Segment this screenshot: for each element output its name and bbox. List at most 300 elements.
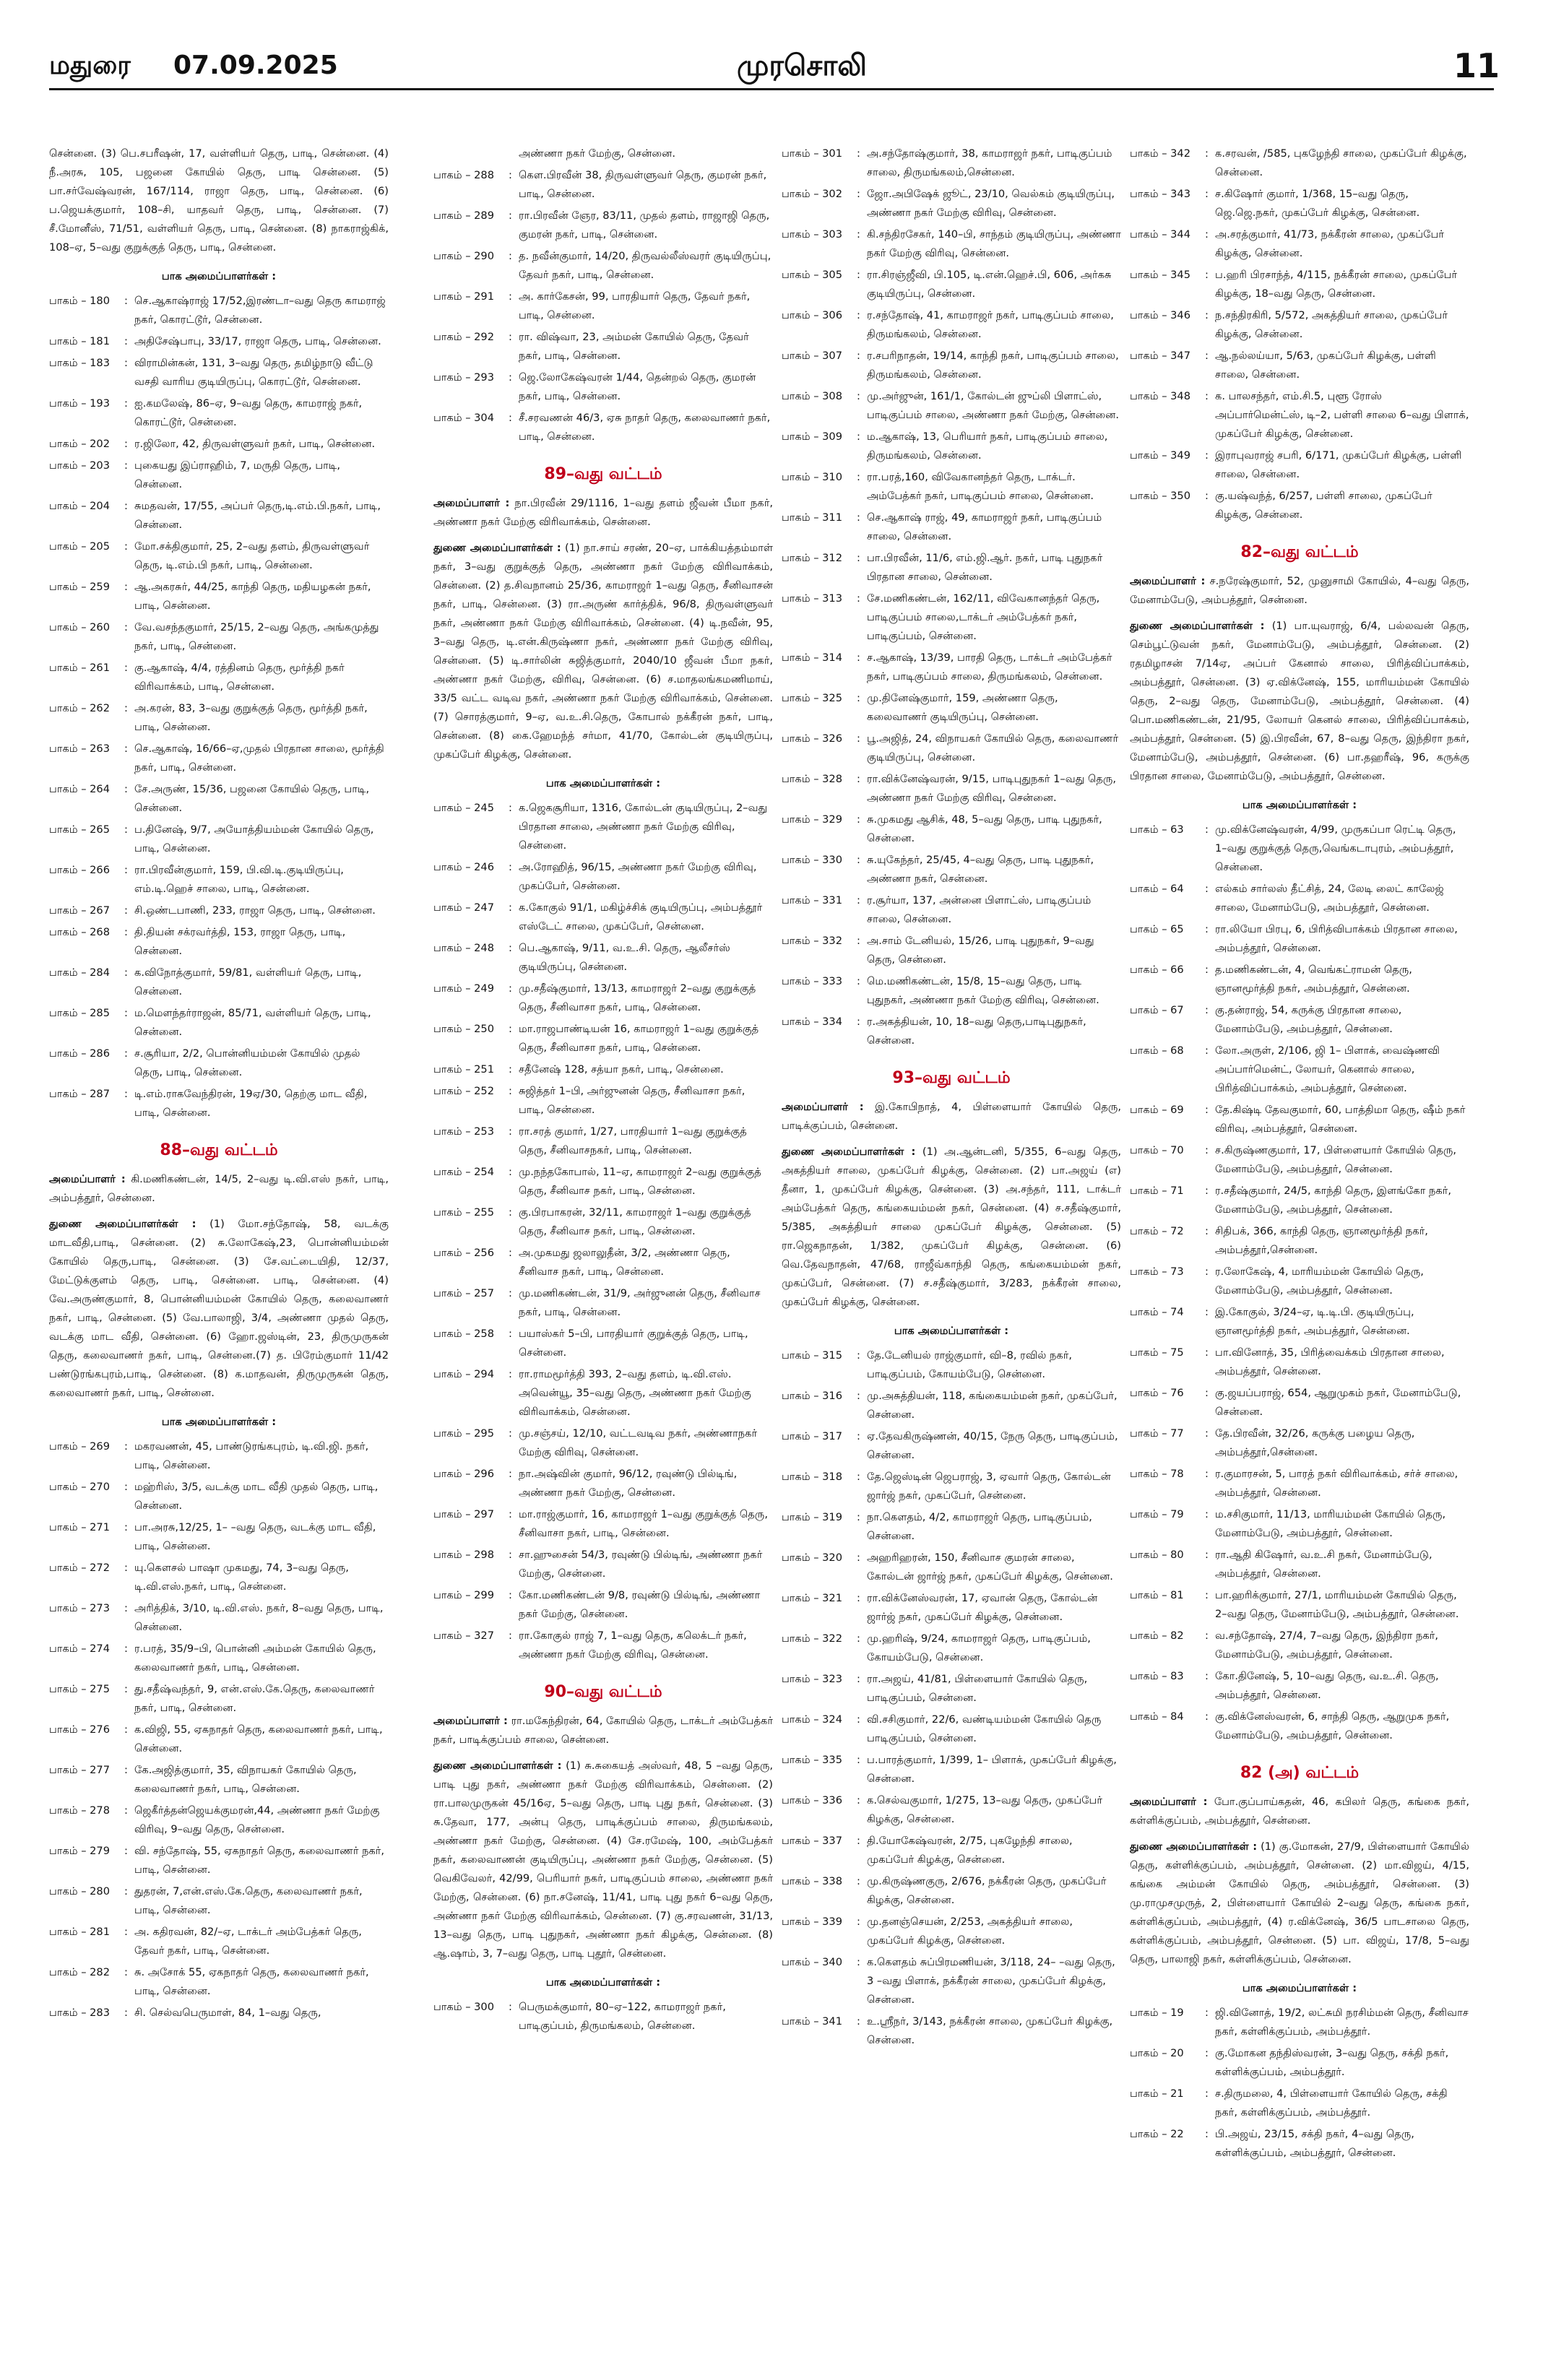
separator: : (1205, 1104, 1209, 1116)
list-item (49, 1599, 389, 1637)
part-label: பாகம் – 77 (1130, 1427, 1184, 1440)
entry-list (49, 1437, 389, 2022)
part-label: பாகம் – 346 (1130, 309, 1190, 321)
separator: : (857, 1713, 860, 1726)
entry-text: சீ.சரவணன் 46/3, ஏசு நாதர் தெரு, கலைவாணர் நகர், பாடி, சென்னை. (519, 412, 771, 443)
list-item (433, 1284, 773, 1322)
separator: : (1205, 1589, 1209, 1601)
entry-text: சே.மணிகண்டன், 162/11, விவேகானந்தர் தெரு, பாடிகுப்பம் சாலை,டாக்டர் அம்பேத்கர் நகர், பாடிகுப்பம், சென்னை. (867, 592, 1100, 642)
deputy-label: துணை அமைப்பாளர்கள் : (1130, 1840, 1258, 1853)
separator: : (124, 1683, 128, 1695)
organizer-label: அமைப்பாளர் : (1130, 575, 1206, 587)
list-item (1130, 2004, 1469, 2041)
part-label: பாகம் – 349 (1130, 449, 1190, 462)
separator: : (124, 1007, 128, 1019)
entry-text: தி.யோகேஷ்வரன், 2/75, புகழேந்தி சாலை, முகப்பேர் கிழக்கு, சென்னை. (867, 1835, 1073, 1866)
part-label: பாகம் – 322 (782, 1632, 842, 1645)
separator: : (1205, 309, 1209, 321)
section-subheading: பாக அமைப்பாளர்கள் : (894, 1325, 1009, 1337)
list-item (433, 979, 773, 1017)
part-label: பாகம் – 272 (49, 1562, 110, 1574)
separator: : (1205, 1225, 1209, 1237)
entry-text: மு.மணிகண்டன், 31/9, அர்ஜுனன் தெரு, சீனிவாச நகர், பாடி, சென்னை. (519, 1287, 761, 1318)
separator: : (1205, 1306, 1209, 1318)
entry-text: ரா.சிரஞ்ஜீவி, பி.105, டி.என்.ஹெச்.பி, 606, அர்கசு குடியிருப்பு, சென்னை. (867, 269, 1112, 300)
list-item (433, 1020, 773, 1057)
part-label: பாகம் – 81 (1130, 1589, 1184, 1601)
separator: : (857, 975, 860, 987)
part-label: பாகம் – 251 (433, 1063, 494, 1076)
separator: : (124, 1885, 128, 1897)
separator: : (857, 854, 860, 866)
list-item (49, 1721, 389, 1758)
list-item (782, 1427, 1121, 1465)
part-label: பாகம் – 333 (782, 975, 842, 987)
part-label: பாகம் – 245 (433, 802, 494, 814)
part-label: பாகம் – 83 (1130, 1670, 1184, 1682)
list-item (1130, 306, 1469, 344)
separator: : (509, 982, 512, 995)
entry-text: ஐ.கமலேஷ், 86–ஏ, 9–வது தெரு, காமராஜ் நகர், கொரட்டூர், சென்னை. (134, 397, 363, 428)
part-label: பாகம் – 281 (49, 1926, 110, 1938)
separator: : (509, 1287, 512, 1299)
list-item (49, 292, 389, 329)
part-label: பாகம் – 310 (782, 471, 842, 483)
separator: : (124, 397, 128, 410)
list-item (1130, 880, 1469, 917)
list-item (49, 1842, 389, 1879)
list-item (782, 589, 1121, 646)
separator: : (857, 1875, 860, 1887)
list-item (49, 1923, 389, 1960)
list-item (49, 1559, 389, 1596)
entry-text: விராமின்கன், 131, 3–வது தெரு, தமிழ்நாடு வீட்டு வசதி வாரிய குடியிருப்பு, கொரட்டூர், சென்னை. (134, 357, 373, 388)
part-label: பாகம் – 307 (782, 350, 842, 362)
separator: : (1205, 923, 1209, 935)
list-item (433, 1244, 773, 1281)
entry-text: கே.அஜித்குமார், 35, விநாயகர் கோயில் தெரு, கலைவாணர் நகர், பாடி, சென்னை. (134, 1764, 357, 1795)
separator: : (509, 1328, 512, 1340)
entry-text: ர.லோகேஷ், 4, மாரியம்மன் கோயில் தெரு, மேனாம்பேடு, அம்பத்தூர், சென்னை. (1215, 1265, 1424, 1297)
entry-text: க.சரவன், /585, புகழேந்தி சாலை, முகப்பேர் கிழக்கு, சென்னை. (1215, 147, 1467, 178)
entry-text: ம.சசிகுமார், 11/13, மாரியம்மன் கோயில் தெரு, மேனாம்பேடு, அம்பத்தூர், சென்னை. (1215, 1508, 1446, 1539)
separator: : (857, 147, 860, 160)
organizer-paragraph (433, 494, 773, 532)
list-item (1130, 920, 1469, 958)
part-label: பாகம் – 256 (433, 1247, 494, 1259)
separator: : (124, 662, 128, 674)
entry-text: கோ.தினேஷ், 5, 10–வது தெரு, வ.உ.சி. தெரு, அம்பத்தூர், சென்னை. (1215, 1670, 1439, 1701)
part-label: பாகம் – 65 (1130, 923, 1184, 935)
separator: : (124, 1804, 128, 1817)
entry-text: பி.அஜய், 23/15, சக்தி நகர், 4–வது தெரு, கள்ளிக்குப்பம், அம்பத்தூர், சென்னை. (1215, 2128, 1414, 2159)
separator: : (857, 1835, 860, 1847)
entry-text: பூ.அஜித், 24, விநாயகர் கோயில் தெரு, கலைவாணர் குடியிருப்பு, சென்னை. (867, 732, 1119, 763)
entry-text: உ.ஸ்ரீநர், 3/143, நக்கீரன் சாலை, முகப்பேர் கிழக்கு, சென்னை. (867, 2015, 1113, 2046)
entry-text: ஆ.அகரசுர், 44/25, காந்தி தெரு, மதியழகன் நகர், பாடி, சென்னை. (134, 581, 371, 612)
list-item (49, 456, 389, 494)
part-label: பாகம் – 246 (433, 861, 494, 873)
part-label: பாகம் – 328 (782, 773, 842, 785)
list-item (1130, 487, 1469, 524)
separator (509, 144, 519, 163)
list-item (433, 328, 773, 365)
part-label: பாகம் – 291 (433, 290, 494, 303)
deputy-paragraph (1130, 1838, 1469, 1969)
part-label: பாகம் – 285 (49, 1007, 110, 1019)
page-header (0, 0, 1543, 85)
separator: : (857, 471, 860, 483)
part-label: பாகம் – 319 (782, 1511, 842, 1523)
part-label: பாகம் – 282 (49, 1966, 110, 1978)
deputy-text: (1) நா.சாய் சரண், 20–ஏ, பாக்கியத்தம்மாள் நகர், 3–வது குறுக்குத் தெரு, அண்ணா நகர் மேற்கு விரிவாக்கம், சென்னை. (2) த.சிவநானம் 25/36, காமராஜர் 1–வது தெரு, சீனிவாசன் நகர், பாடி, சென்னை. (3) ரா.அருண் கார்த்திக், 96/8, திருவள்ளுவர் நகர், அண்ணா நகர் மேற்கு விரிவாக்கம், சென்னை. (4) டி.நவீன், 95, 3–வது தெரு, டி.என்.கிருஷ்ணா நகர், அண்ணா நகர் மேற்கு விரிவு, சென்னை. (5) டி.சார்லின் சுஜித்குமார், 2040/10 ஜீவன் பீமா நகர், அண்ணா நகர் மேற்கு, விரிவு, சென்னை. (6) ச.மாதலங்கமணிமாய், 33/5 வட்ட வடிவ நகர், அண்ணா நகர் மேற்கு விரிவாக்கம், சென்னை. (7) சொரத்குமார், 9–ஏ, வ.உ.சி.தெரு, கோபால் நக்கீரன் நகர், பாடி, சென்னை. (8) கை.ஹேமந்த் சர்மா, 41/70, கோல்டன் குடியிருப்பு, முகப்பேர் கிழக்கு, சென்னை. (433, 542, 773, 761)
separator: : (509, 1630, 512, 1642)
part-label: பாகம் – 268 (49, 926, 110, 938)
list-item (782, 810, 1121, 848)
organizer-paragraph (433, 1712, 773, 1749)
list-item (49, 861, 389, 899)
part-label: பாகம் – 84 (1130, 1710, 1184, 1723)
list-item (49, 354, 389, 391)
entry-text: கௌ.பிரவீன் 38, திருவள்ளுவர் தெரு, குமரன் நகர், பாடி, சென்னை. (519, 169, 767, 200)
list-item (433, 1586, 773, 1624)
separator: : (124, 1047, 128, 1060)
section-subheading: பாக அமைப்பாளர்கள் : (1242, 1982, 1357, 1994)
separator: : (1205, 2087, 1209, 2100)
part-label: பாகம் – 318 (782, 1471, 842, 1483)
deputy-label: துணை அமைப்பாளர்கள் : (1130, 620, 1265, 632)
separator: : (509, 1166, 512, 1178)
separator: : (124, 864, 128, 876)
entry-text: நா.அஷ்வின் குமார், 96/12, ரவுண்டு பில்டிங், அண்ணா நகர் மேற்கு, சென்னை. (519, 1468, 738, 1499)
list-item (1130, 821, 1469, 877)
list-item (782, 932, 1121, 969)
separator: : (1205, 1710, 1209, 1723)
part-label: பாகம் – 327 (433, 1630, 494, 1642)
list-item (782, 428, 1121, 465)
separator: : (857, 1349, 860, 1362)
entry-text: மோ.சக்திகுமார், 25, 2–வது தளம், திருவள்ளுவர் தெரு, டி.எம்.பி நகர், பாடி, சென்னை. (134, 540, 370, 571)
organizer-text: ச.நரேஷ்குமார், 52, முனுசாமி கோயில், 4–வது தெரு, மேனாம்பேடு, அம்பத்தூர், சென்னை. (1130, 575, 1469, 606)
organizer-text: இ.கோபிநாத், 4, பிள்ளையார் கோயில் தெரு, பாடிக்குப்பம், சென்னை. (782, 1101, 1121, 1132)
entry-text: ரா.பிரவீன் ஞேர, 83/11, முதல் தளம், ராஜாஜி தெரு, குமரன் நகர், பாடி, சென்னை. (519, 209, 770, 241)
entry-text: ரா.விக்னேஷ்வரன், 9/15, பாடிபுதுநகர் 1–வது தெரு, அண்ணா நகர் மேற்கு விரிவு, சென்னை. (867, 773, 1117, 804)
part-label: பாகம் – 283 (49, 2007, 110, 2019)
entry-text: செ.ஆகாஷ்ராஜ் 17/52,இரண்டா–வது தெரு காமராஜ் நகர், கொரட்டூர், சென்னை. (134, 295, 386, 326)
list-item (1130, 1465, 1469, 1502)
part-label: பாகம் – 339 (782, 1916, 842, 1928)
separator: : (509, 1427, 512, 1440)
deputy-text: (1) மோ.சந்தோஷ், 58, வடக்கு மாடவீதி,பாடி, சென்னை. (2) சு.லோகேஷ்,23, பொன்னியம்மன் கோயில் தெரு,பாடி, சென்னை. (3) சே.வட்டையிதி, 12/37, மேட்டுக்குளம் தெரு, பாடி, சென்னை. பாடி, சென்னை. (4) வே.அருண்குமார், 8, பொன்னியம்மன் கோயில் தெரு, கலைவாணர் நகர், பாடி, சென்னை. (5) வே.பாலாஜி, 3/4, அண்ணா முதல் தெரு, வடக்கு மாட வீதி, சென்னை. (6) ஹோ.ஜஸ்டின், 23, திருமுருகன் தெரு, கலைவாணர் நகர், பாடி, சென்னை.(7) த. பிரேம்குமார் 11/42 பண்டுரங்கபுரம்,பாடி, சென்னை. (8) க.மாதவன், திருமுருகன் தெரு, கலைவாணர் நகர், பாடி, சென்னை. (49, 1218, 389, 1399)
list-item (1130, 2085, 1469, 2122)
list-item (782, 2012, 1121, 2050)
part-label: பாகம் – 301 (782, 147, 842, 160)
entry-text: மஹ்ரிஸ், 3/5, வடக்கு மாட வீதி முதல் தெரு, பாடி, சென்னை. (134, 1481, 379, 1512)
part-label: பாகம் – 73 (1130, 1265, 1184, 1278)
list-item (433, 1203, 773, 1241)
entry-text: தி.தியன் சக்ரவர்த்தி, 153, ராஜா தெரு, பாடி, சென்னை. (134, 926, 346, 957)
list-item (49, 699, 389, 737)
part-label: பாகம் – 68 (1130, 1044, 1184, 1057)
entry-text: ச.சூரியா, 2/2, பொன்னியம்மன் கோயில் முதல் தெரு, பாடி, சென்னை. (134, 1047, 360, 1078)
separator: : (509, 1549, 512, 1561)
separator: : (124, 1966, 128, 1978)
separator: : (509, 412, 512, 424)
separator: : (124, 904, 128, 917)
separator: : (857, 1390, 860, 1402)
part-label: பாகம் – 341 (782, 2015, 842, 2028)
separator: : (1205, 449, 1209, 462)
section-subheading: பாக அமைப்பாளர்கள் : (545, 777, 661, 789)
entry-text: ச.கிருஷ்ணகுமார், 17, பிள்ளையார் கோயில் தெரு, மேனாம்பேடு, அம்பத்தூர், சென்னை. (1215, 1144, 1457, 1175)
entry-text: வே.வசந்தகுமார், 25/15, 2–வது தெரு, அங்கமுத்து நகர், பாடி, சென்னை. (134, 621, 379, 652)
part-label: பாகம் – 297 (433, 1508, 494, 1520)
list-item (782, 1013, 1121, 1050)
entry-text: சி. செல்வபெருமாள், 84, 1–வது தெரு, (134, 2007, 321, 2019)
part-label: பாகம் – 266 (49, 864, 110, 876)
entry-list (433, 1998, 773, 2035)
part-label: பாகம் – 347 (1130, 350, 1190, 362)
list-item (1130, 2044, 1469, 2082)
entry-text: பா.வினோத், 35, பிரித்வைக்கம் பிரதான சாலை, அம்பத்தூர், சென்னை. (1215, 1346, 1445, 1377)
part-label: பாகம் – 309 (782, 430, 842, 443)
list-item (49, 537, 389, 575)
separator: : (1205, 147, 1209, 160)
part-label: பாகம் – 335 (782, 1754, 842, 1766)
part-label: பாகம் – 264 (49, 783, 110, 795)
part-label: பாகம் – 275 (49, 1683, 110, 1695)
entry-text: க.விநோத்குமார், 59/81, வள்ளியர் தெரு, பாடி, சென்னை. (134, 966, 362, 998)
separator: : (1205, 1508, 1209, 1520)
list-item (49, 1478, 389, 1515)
list-item (1130, 144, 1469, 182)
entry-text: ர.குமாரசன், 5, பாரத் நகர் விரிவாக்கம், சர்ச் சாலை, அம்பத்தூர், சென்னை. (1215, 1468, 1458, 1499)
list-item (782, 509, 1121, 546)
part-label: பாகம் – 287 (49, 1088, 110, 1100)
list-item (1130, 1708, 1469, 1745)
section-subheading: பாக அமைப்பாளர்கள் : (545, 1976, 661, 1989)
entry-text: ர.சபரிநாதன், 19/14, காந்தி நகர், பாடிகுப்பம் சாலை, திருமங்கலம், சென்னை. (867, 350, 1119, 381)
list-item (782, 549, 1121, 587)
entry-text: சிதிபக், 366, காந்தி தெரு, ஞானமூர்த்தி நகர், அம்பத்தூர்,சென்னை. (1215, 1225, 1428, 1256)
separator: : (857, 430, 860, 443)
separator: : (509, 1085, 512, 1097)
separator: : (509, 371, 512, 384)
organizer-text: போ.குப்பாய்கதன், 46, கபிலர் தெரு, கங்கை நகர், கள்ளிக்குப்பம், அம்பத்தூர், சென்னை. (1130, 1796, 1469, 1827)
part-label: பாகம் – 193 (49, 397, 110, 410)
header-rule (49, 88, 1494, 90)
separator: : (124, 1440, 128, 1453)
part-label: பாகம் – 279 (49, 1845, 110, 1857)
part-label: பாகம் – 313 (782, 592, 842, 605)
list-item (433, 1627, 773, 1664)
part-label: பாகம் – 289 (433, 209, 494, 222)
entry-text: தே.ஜெஸ்டின் ஜெபராஜ், 3, ஏவார் தெரு, கோல்டன் ஜார்ஜ் நகர், முகப்பேர், சென்னை. (867, 1471, 1111, 1502)
separator: : (509, 1468, 512, 1480)
entry-list (433, 799, 773, 1664)
entry-list (782, 1346, 1121, 2050)
separator: : (509, 1125, 512, 1138)
entry-text: ம.மெளந்தர்ராஜன், 85/71, வள்ளியர் தெரு, பாடி, சென்னை. (134, 1007, 371, 1038)
organizer-paragraph (1130, 572, 1469, 610)
part-label: பாகம் – 292 (433, 331, 494, 343)
part-label (433, 144, 509, 163)
part-label: பாகம் – 323 (782, 1673, 842, 1685)
part-label: பாகம் – 288 (433, 169, 494, 181)
separator: : (857, 592, 860, 605)
entry-text: க.ஜெகசூரியா, 1316, கோல்டன் குடியிருப்பு, 2–வது பிரதான சாலை, அண்ணா நகர் மேற்கு விரிவு, சென்னை. (519, 802, 768, 852)
entry-text: மு.சஞ்சய், 12/10, வட்டவடிவ நகர், அண்ணாநகர் மேற்கு விரிவு, சென்னை. (519, 1427, 758, 1458)
separator: : (857, 552, 860, 564)
separator: : (124, 295, 128, 307)
entry-text: க.விஜி, 55, ஏகநாதர் தெரு, கலைவாணர் நகர், பாடி, சென்னை. (134, 1723, 383, 1754)
part-label: பாகம் – 22 (1130, 2128, 1184, 2140)
list-item (433, 1998, 773, 2035)
entry-text: மா.ராஜ்குமார், 16, காமராஜர் 1–வது குறுக்குத் தெரு, சீனிவாசா நகர், பாடி, சென்னை. (519, 1508, 768, 1539)
list-item (433, 247, 773, 285)
separator: : (124, 438, 128, 450)
entry-list (49, 292, 389, 1122)
separator: : (857, 1552, 860, 1564)
entry-text: கு.ஜயப்பராஜ், 654, ஆறுமுகம் நகர், மேனாம்பேடு, சென்னை. (1215, 1387, 1461, 1418)
entry-text: ம.ஆகாஷ், 13, பெரியார் நகர், பாடிகுப்பம் சாலை, திருமங்கலம், சென்னை. (867, 430, 1108, 462)
separator: : (509, 1063, 512, 1076)
part-label: பாகம் – 267 (49, 904, 110, 917)
separator: : (1205, 1670, 1209, 1682)
separator: : (857, 188, 860, 200)
column-2 (433, 144, 773, 2369)
intro-paragraph: சென்னை. (3) பெ.சபரீஷன், 17, வள்ளியர் தெரு, பாடி, சென்னை. (4) நீ.அரசு, 105, பஜனை கோயில் தெரு, பாடி சென்னை. (5) பா.சர்வேஷ்வரன், 167/114, ராஜா தெரு, பாடி, சென்னை. (6) ப.ஜெயக்குமார், 108–சி, யாதவர் தெரு, பாடி, சென்னை. (7) சீ.மோனீஸ், 71/51, வள்ளியர் தெரு, பாடி, சென்னை. (8) நாகராஜ்கிக், 108–ஏ, 5–வது குறுக்குத் தெரு, பாடி, சென்னை. (49, 147, 389, 254)
entry-text: பா.ஹரிக்குமார், 27/1, மாரியம்மன் கோயில் தெரு, 2–வது தெரு, மேனாம்பேடு, அம்பத்தூர், சென்னை. (1215, 1589, 1459, 1620)
separator: : (509, 942, 512, 954)
list-item (782, 468, 1121, 506)
separator: : (509, 250, 512, 262)
separator: : (857, 1592, 860, 1604)
separator: : (857, 813, 860, 826)
part-label: பாகம் – 276 (49, 1723, 110, 1736)
list-item (433, 1465, 773, 1502)
entry-text: ரா.கோகுல் ராஜ் 7, 1–வது தெரு, கலெக்டர் நகர், அண்ணா நகர் மேற்கு விரிவு, சென்னை. (519, 1630, 747, 1661)
separator: : (857, 894, 860, 906)
part-label: பாகம் – 80 (1130, 1549, 1184, 1561)
part-label: பாகம் – 265 (49, 823, 110, 836)
part-label: பாகம் – 247 (433, 901, 494, 914)
separator: : (1205, 1549, 1209, 1561)
header-date: 07.09.2025 (173, 51, 338, 80)
part-label: பாகம் – 260 (49, 621, 110, 633)
separator: : (124, 1764, 128, 1776)
column-4 (1130, 144, 1469, 2369)
part-label: பாகம் – 259 (49, 581, 110, 593)
list-item (49, 964, 389, 1001)
entry-text: ரா.ஆதி கிஷோர், வ.உ.சி நகர், மேனாம்பேடு, அம்பத்தூர், சென்னை. (1215, 1549, 1432, 1580)
separator: : (124, 540, 128, 553)
list-item (49, 618, 389, 656)
list-item (1130, 1384, 1469, 1421)
list-item (49, 1437, 389, 1475)
separator: : (857, 350, 860, 362)
list-item (49, 1518, 389, 1556)
list-item (49, 578, 389, 615)
ward-heading: 90–வது வட்டம் (544, 1683, 662, 1701)
separator: : (509, 2001, 512, 2013)
entry-text: ர.சூர்யா, 137, அன்னை பிளாட்ஸ், பாடிகுப்பம் சாலை, சென்னை. (867, 894, 1092, 925)
section-subheading: பாக அமைப்பாளர்கள் : (161, 1416, 277, 1428)
separator: : (124, 1562, 128, 1574)
separator: : (509, 1368, 512, 1380)
list-item (1130, 266, 1469, 303)
deputy-paragraph (433, 539, 773, 764)
entry-text: ரா.பரத்,160, விவேகானந்தர் தெரு, டாக்டர். அம்பேத்கர் நகர், பாடிகுப்பம் சாலை, சென்னை. (867, 471, 1094, 502)
list-item (1130, 1222, 1469, 1260)
separator: : (1205, 1044, 1209, 1057)
separator: : (124, 823, 128, 836)
entry-text: இ.கோகுல், 3/24–ஏ, டி.டி.பி. குடியிருப்பு, ஞானமூர்த்தி நகர், அம்பத்தூர், சென்னை. (1215, 1306, 1414, 1337)
part-label: பாகம் – 263 (49, 743, 110, 755)
entry-text: தே.டேனியல் ராஜ்குமார், வி–8, ரவில் நகர், பாடிகுப்பம், கோயம்பேடு, சென்னை. (867, 1349, 1073, 1380)
list-item (782, 649, 1121, 686)
entry-text: வ.சந்தோஷ், 27/4, 7–வது தெரு, இந்திரா நகர், மேனாம்பேடு, அம்பத்தூர், சென்னை. (1215, 1630, 1438, 1661)
separator: : (124, 1926, 128, 1938)
deputy-label: துணை அமைப்பாளர்கள் : (433, 1760, 562, 1772)
separator: : (857, 390, 860, 402)
entry-text: மு.விக்னேஷ்வரன், 4/99, முருகப்பா ரெட்டி தெரு, 1–வது குறுக்குத் தெரு,வெங்கடாபுரம், அம்பத்தூர், சென்னை. (1215, 823, 1456, 873)
separator: : (1205, 964, 1209, 976)
list-item (782, 1387, 1121, 1424)
part-label: பாகம் – 317 (782, 1430, 842, 1442)
entry-list (1130, 144, 1469, 524)
part-label: பாகம் – 82 (1130, 1630, 1184, 1642)
list-item (1130, 1303, 1469, 1341)
list-item (782, 1508, 1121, 1546)
part-label: பாகம் – 249 (433, 982, 494, 995)
entry-text: மு.தினேஷ்குமார், 159, அண்ணா தெரு, கலைவாணர் குடியிருப்பு, சென்னை. (867, 692, 1058, 723)
separator: : (124, 783, 128, 795)
list-item (782, 770, 1121, 808)
entry-text: ஜி.வினோத், 19/2, லட்சுமி நரசிம்மன் தெரு, சீனிவாச நகர், கள்ளிக்குப்பம், அம்பத்தூர். (1215, 2007, 1469, 2038)
entry-text: லோ.அருள், 2/106, ஜி 1– பிளாக், வைஷ்ணவி அப்பார்மென்ட், லோயர், கெனால் சாலை, பிரித்விப்பாக்கம், அம்பத்தூர், சென்னை. (1215, 1044, 1440, 1094)
list-item (1130, 1141, 1469, 1179)
part-label: பாகம் – 278 (49, 1804, 110, 1817)
list-item (782, 1670, 1121, 1708)
list-item (49, 1044, 389, 1082)
section-subheading: பாக அமைப்பாளர்கள் : (1242, 799, 1357, 811)
entry-text: ரா.சரத் குமார், 1/27, பாரதியார் 1–வது குறுக்குத் தெரு, சீனிவாசநகர், பாடி, சென்னை. (519, 1125, 747, 1156)
entry-text: கோ.மணிகண்டன் 9/8, ரவுண்டு பில்டிங், அண்ணா நகர் மேற்கு, சென்னை. (519, 1589, 761, 1620)
part-label: பாகம் – 304 (433, 412, 494, 424)
list-item (433, 166, 773, 204)
entry-text: வி.சசிகுமார், 22/6, வண்டியம்மன் கோயில் தெரு பாடிகுப்பம், சென்னை. (867, 1713, 1102, 1744)
entry-text: மா.ராஜபாண்டியன் 16, காமராஜர் 1–வது குறுக்குத் தெரு, சீனிவாசா நகர், பாடி, சென்னை. (519, 1023, 759, 1054)
organizer-label: அமைப்பாளர் : (433, 1715, 508, 1727)
entry-text: தே.கிஷ்டி தேவகுமார், 60, பாத்திமா தெரு, ஷீம் நகர் விரிவு, அம்பத்தூர், சென்னை. (1215, 1104, 1466, 1135)
entry-text: ரா.அஜய், 41/81, பிள்ளையார் கோயில் தெரு, பாடிகுப்பம், சென்னை. (867, 1673, 1088, 1704)
ward-heading: 88–வது வட்டம் (160, 1141, 278, 1159)
entry-text: பா.பிரவீன், 11/6, எம்.ஜி.ஆர். நகர், பாடி புதுநகர் பிரதான சாலை, சென்னை. (867, 552, 1103, 583)
separator: : (857, 732, 860, 745)
list-item (1130, 2125, 1469, 2163)
separator: : (1205, 1346, 1209, 1359)
part-label: பாகம் – 329 (782, 813, 842, 826)
list-item (1130, 1546, 1469, 1583)
part-label: பாகம் – 76 (1130, 1387, 1184, 1399)
deputy-text: (1) அ.ஆன்டனி, 5/355, 6–வது தெரு, அகத்தியர் சாலை, முகப்பேர் கிழக்கு, சென்னை. (2) பா.அஜய் (எ) தீனா, 1, முகப்பேர் கிழக்கு, சென்னை. (3) அ.சந்தர், 111, டாக்டர் அம்பேத்கர் தெரு, கங்கையம்மன் நகர், சென்னை. (4) ச.சதீஷ்குமார், 5/385, அகத்தியர் சாலை முகப்பேர் கிழக்கு, சென்னை. (5) ரா.ஜெகநாதன், 1/382, முகப்பேர் கிழக்கு, சென்னை. (6) வெ.தேவநாதன், 47/68, ராஜீவ்காந்தி தெரு, கங்கையம்மன் நகர், முகப்பேர், சென்னை. (7) ச.சதீஷ்குமார், 3/283, நக்கீரன் சாலை, முகப்பேர் கிழக்கு, சென்னை. (782, 1146, 1121, 1308)
entry-text: ச.திருமலை, 4, பிள்ளையார் கோயில் தெரு, சக்தி நகர், கள்ளிக்குப்பம், அம்பத்தூர். (1215, 2087, 1448, 2119)
entry-text: சு.முகமது ஆசிக், 48, 5–வது தெரு, பாடி புதுநகர், சென்னை. (867, 813, 1102, 844)
part-label: பாகம் – 255 (433, 1206, 494, 1219)
list-item (49, 1680, 389, 1718)
part-label: பாகம் – 72 (1130, 1225, 1184, 1237)
